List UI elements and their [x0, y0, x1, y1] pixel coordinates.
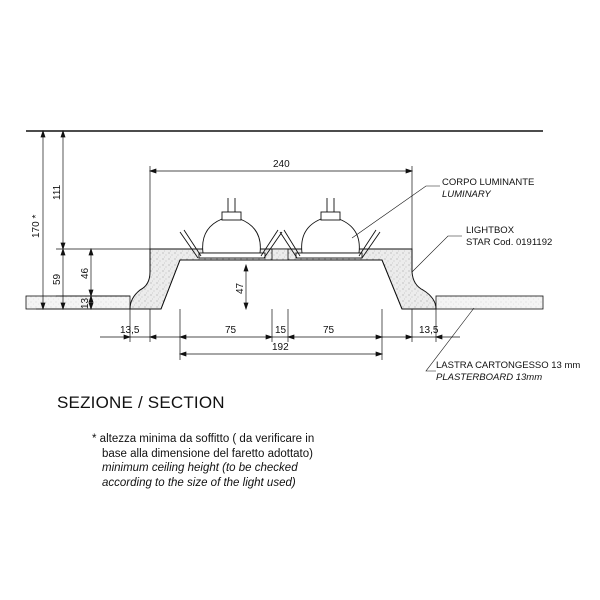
footnote-line-4: according to the size of the light used) [102, 476, 296, 489]
dim-label-111: 111 [52, 184, 63, 200]
dim-label-75-left: 75 [225, 325, 237, 336]
footnote-line-1: * altezza minima da soffitto ( da verificare in [92, 433, 315, 445]
plasterboard [26, 296, 543, 309]
dim-label-192: 192 [272, 342, 289, 353]
label-luminary-it: CORPO LUMINANTE [442, 177, 535, 188]
footnote-line-3: minimum ceiling height (to be checked [102, 462, 298, 474]
label-lightbox: LIGHTBOX [466, 225, 515, 236]
footnote [92, 432, 314, 490]
dim-label-75-right: 75 [323, 325, 335, 336]
label-luminary-en: LUMINARY [442, 189, 491, 200]
dim-label-240: 240 [273, 159, 290, 170]
center-post [272, 249, 288, 260]
dim-label-46: 46 [80, 267, 91, 279]
dimension-overall-width [150, 166, 412, 249]
dim-label-13: 13 [80, 297, 91, 309]
section-title: SEZIONE / SECTION [57, 393, 225, 412]
dim-label-15: 15 [275, 325, 287, 336]
footnote-line-2: base alla dimensione del faretto adottato) [102, 447, 313, 460]
dim-label-170: 170 * [31, 214, 42, 238]
label-plasterboard-en: PLASTERBOARD 13mm [436, 372, 543, 383]
inner-cavity [161, 260, 402, 309]
dim-label-59: 59 [52, 273, 63, 285]
label-lightbox-code: STAR Cod. 0191192 [466, 237, 553, 248]
dim-label-47: 47 [235, 282, 246, 294]
dim-label-13-5-right: 13,5 [419, 325, 439, 336]
dim-label-13-5-left: 13,5 [120, 325, 140, 336]
label-plasterboard-it: LASTRA CARTONGESSO 13 mm [436, 360, 581, 371]
